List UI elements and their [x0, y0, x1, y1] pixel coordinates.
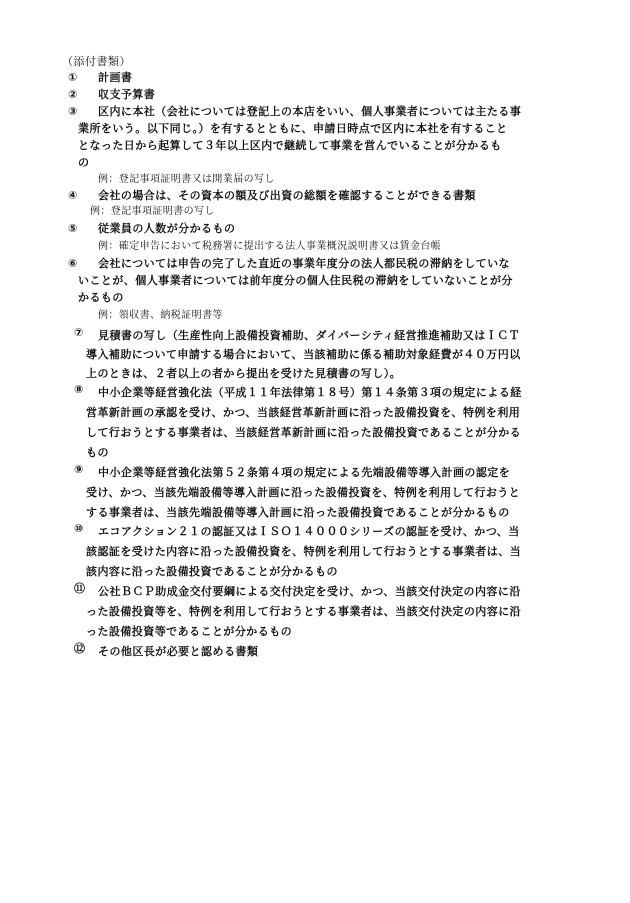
item-text-line: の: [78, 156, 90, 169]
item-example: 例：確定申告において税務署に提出する法人事業概況説明書又は賃金台帳: [98, 241, 442, 252]
item-number: ⑨: [74, 463, 84, 476]
item-text-line: 営革新計画の承認を受け、かつ、当該経営革新計画に沿った設備投資を、特例を利用: [86, 406, 521, 419]
item-text-line: 業所をいう。以下同じ。）を有するとともに、申請日時点で区内に本社を有すること: [78, 122, 508, 135]
item-text-line: 中小企業等経営強化法（平成１１年法律第１８号）第１４条第３項の規定による経: [98, 386, 522, 399]
item-text-line: 区内に本社（会社については登記上の本店をいい、個人事業者については主たる事: [98, 105, 522, 118]
item-text-line: 受け、かつ、当該先端設備等導入計画に沿った設備投資を、特例を利用して行おうと: [86, 486, 521, 499]
item-number: ③: [68, 105, 78, 118]
item-number: ②: [68, 88, 78, 101]
item-text-line: となった日から起算して３年以上区内で継続して事業を営んでいることが分かるも: [78, 139, 502, 152]
item-number: ⑩: [74, 522, 84, 535]
item-text-line: もの: [86, 446, 109, 459]
item-number: ⑧: [74, 383, 84, 396]
item-number: ⑦: [74, 326, 84, 339]
item-example: 例：登記事項証明書又は開業届の写し: [98, 174, 275, 185]
item-text-line: その他区長が必要と認める書類: [98, 645, 259, 658]
item-example: 例：領収書、納税証明書等: [98, 310, 223, 321]
item-number: ④: [68, 189, 78, 202]
item-text-line: 計画書: [98, 71, 133, 84]
item-text-line: 公社ＢＣＰ助成金交付要綱による交付決定を受け、かつ、当該交付決定の内容に沿: [98, 585, 521, 598]
item-text-line: った設備投資等を、特例を利用して行おうとする事業者は、当該交付決定の内容に沿: [86, 605, 522, 618]
item-text-line: った設備投資等であることが分かるもの: [86, 625, 293, 638]
item-text-line: 導入補助について申請する場合において、当該補助に係る補助対象経費が４０万円以: [86, 348, 521, 361]
item-example: 例：登記事項証明書の写し: [90, 206, 215, 217]
item-number: ①: [68, 71, 78, 84]
item-text-line: 会社については申告の完了した直近の事業年度分の法人都民税の滞納をしていな: [98, 257, 510, 270]
item-text-line: 該内容に沿った設備投資であることが分かるもの: [86, 565, 338, 578]
attachments-heading: （添付書類）: [62, 55, 131, 68]
item-text-line: いことが、個人事業者については前年度分の個人住民税の滞納をしていないことが分: [78, 274, 513, 287]
item-text-line: して行おうとする事業者は、当該経営革新計画に沿った設備投資であることが分かる: [86, 426, 522, 439]
item-number: ⑤: [68, 222, 78, 235]
item-text-line: 見積書の写し（生産性向上設備投資補助、ダイバーシティ経営推進補助又はＩＣＴ: [98, 329, 521, 342]
item-text-line: 従業員の人数が分かるもの: [98, 222, 236, 235]
item-text-line: 会社の場合は、その資本の額及び出資の総額を確認することができる書類: [98, 189, 476, 202]
item-text-line: する事業者は、当該先端設備等導入計画に沿った設備投資であることが分かるもの: [86, 506, 510, 519]
item-text-line: 中小企業等経営強化法第５２条第４項の規定による先端設備等導入計画の認定を: [98, 466, 511, 479]
item-number: ⑪: [74, 582, 85, 595]
item-text-line: 上のときは、２者以上の者から提出を受けた見積書の写し）。: [86, 367, 402, 380]
item-number: ⑫: [74, 642, 85, 655]
item-text-line: 該認証を受けた内容に沿った設備投資を、特例を利用して行おうとする事業者は、当: [86, 545, 522, 558]
item-number: ⑥: [68, 257, 78, 270]
item-text-line: かるもの: [78, 291, 124, 304]
item-text-line: エコアクション２１の認証又はＩＳＯ１４０００シリーズの認証を受け、かつ、当: [98, 525, 520, 538]
item-text-line: 収支予算書: [98, 88, 156, 101]
